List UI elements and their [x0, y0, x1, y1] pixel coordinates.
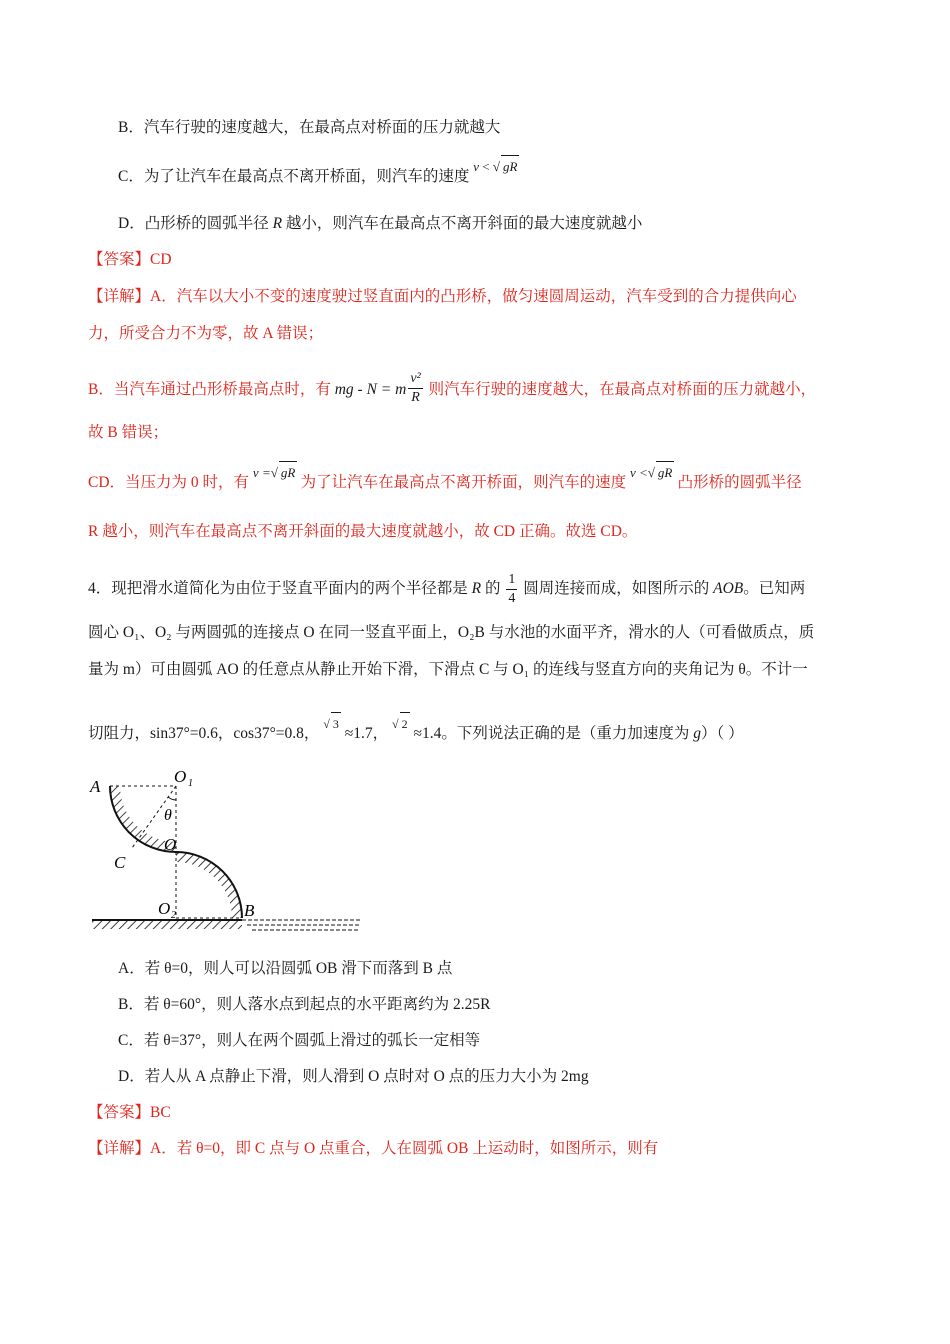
q4-line4-approx1: ≈1.7，	[344, 725, 389, 742]
detail-q3-line5-mid: 为了让汽车在最高点不离开桥面，则汽车的速度	[300, 474, 627, 491]
sqrt-radicand: 2	[400, 712, 410, 735]
math-lt: <	[482, 159, 490, 174]
detail-q3-line3-suffix: 则汽车行驶的速度越大，在最高点对桥面的压力就越小，	[428, 381, 817, 399]
option-d-r: R	[272, 215, 283, 232]
option-c-q4	[118, 1030, 480, 1052]
ground-hatch	[92, 921, 242, 929]
sqrt-sign: √	[492, 159, 500, 174]
formula-lhs: mg - N = m	[334, 381, 407, 399]
option-b-q4	[118, 994, 490, 1016]
q4-line4-prefix: 切阻力，sin37°=0.6，cos37°=0.8，	[88, 725, 320, 742]
q4-line1	[88, 571, 805, 608]
fraction-numerator: 1	[506, 571, 517, 590]
detail-q3-line3-prefix: B．当汽车通过凸形桥最高点时，有	[88, 381, 331, 399]
fraction-numerator: v²	[408, 370, 422, 389]
detail-q3-line2	[88, 323, 323, 345]
label-o1-sub: 1	[188, 778, 193, 789]
q4-line4-approx2: ≈1.4。下列说法正确的是（重力加速度为	[413, 725, 690, 742]
formula-v-lt: v <	[629, 465, 648, 480]
detail-q3-line5-suffix: 凸形桥的圆弧半径	[677, 474, 802, 491]
answer-q3	[88, 249, 172, 271]
sqrt-sign: √	[392, 717, 399, 731]
sqrt-sign: √	[270, 465, 278, 480]
detail-q3-line1	[88, 286, 797, 308]
detail-q4-line1-text: 【详解】A．若 θ=0，即 C 点与 O 点重合，人在圆弧 OB 上运动时，如图所示，则有	[88, 1140, 659, 1157]
option-c-text: C．若 θ=37°，则人在两个圆弧上滑过的弧长一定相等	[118, 1032, 481, 1049]
arc-ob-hatch	[176, 852, 242, 918]
q4-line1-prefix: 4．现把滑水道简化为由位于竖直平面内的两个半径都是	[88, 580, 468, 598]
label-theta: θ	[164, 807, 172, 824]
label-b: B	[244, 901, 255, 920]
q4-line1-of: 的	[484, 580, 501, 598]
q4-line2	[88, 622, 814, 644]
q4-line3-text: 量为 m）可由圆弧 AO 的任意点从静止开始下滑，下滑点 C 与 O₁ 的连线与竖直方向的夹角记为 θ。不计一	[88, 661, 808, 678]
option-a-text: A．若 θ=0，则人可以沿圆弧 OB 滑下而落到 B 点	[118, 960, 453, 977]
q4-line2-text: 圆心 O₁、O₂ 与两圆弧的连接点 O 在同一竖直平面上，O₂B 与水池的水面平齐，滑水的人（可看做质点，质	[88, 624, 815, 641]
option-c-math	[473, 159, 519, 174]
option-b-text: B．汽车行驶的速度越大，在最高点对桥面的压力就越大	[118, 119, 501, 136]
option-b-q3	[118, 117, 500, 139]
sqrt-sign: √	[647, 465, 655, 480]
sqrt-radicand: gR	[501, 155, 519, 178]
formula-v-equals-sqrt	[253, 465, 301, 480]
q4-line4-end: ）（ ）	[700, 725, 744, 742]
answer-q4-label: 【答案】BC	[88, 1104, 171, 1121]
sqrt-radicand: gR	[279, 461, 297, 484]
fraction-denominator: R	[411, 390, 420, 405]
option-a-q4	[118, 958, 452, 980]
detail-q3-line3-formula	[334, 371, 429, 405]
label-o1: O	[174, 767, 187, 786]
sqrt-radicand: gR	[656, 461, 674, 484]
detail-q3-line4-text: 故 B 错误；	[88, 424, 169, 441]
q4-line4	[88, 717, 744, 745]
detail-q3-line6-text: R 越小，则汽车在最高点不离开斜面的最大速度就越小，故 CD 正确。故选 CD。	[88, 523, 638, 540]
q4-line4-g: g	[693, 725, 701, 742]
option-d-q3	[118, 213, 642, 235]
option-d-text: D．若人从 A 点静止下滑，则人滑到 O 点时对 O 点的压力大小为 2mg	[118, 1068, 589, 1085]
quarter-fraction	[506, 571, 517, 608]
label-a: A	[90, 777, 101, 796]
q4-line1-end: 。已知两	[743, 580, 806, 598]
answer-q3-label: 【答案】CD	[88, 251, 172, 268]
sqrt2	[392, 717, 410, 731]
fraction-denominator: 4	[508, 591, 516, 606]
answer-q4	[88, 1102, 171, 1124]
label-o2-sub: 2	[171, 910, 176, 921]
theta-arc	[168, 797, 176, 800]
option-d-q4	[118, 1066, 589, 1088]
formula-v-eq: v =	[252, 465, 271, 480]
sqrt-sign: √	[323, 717, 330, 731]
q4-line1-aob: AOB	[713, 580, 744, 598]
detail-q3-line5	[88, 465, 802, 494]
label-c: C	[114, 853, 126, 872]
option-c-q3	[118, 159, 519, 188]
label-o2: O	[158, 899, 171, 918]
sqrt-radicand: 3	[331, 712, 341, 735]
detail-q3-line6	[88, 521, 637, 543]
option-d-prefix: D．凸形桥的圆弧半径	[118, 215, 269, 232]
detail-q3-line2-text: 力，所受合力不为零，故 A 错误；	[88, 325, 324, 342]
detail-q3-line3	[88, 372, 816, 409]
detail-q3-line1-text: 【详解】A．汽车以大小不变的速度驶过竖直面内的凸形桥，做匀速圆周运动，汽车受到的合力提供向心	[88, 288, 797, 305]
sqrt3	[323, 717, 341, 731]
label-o: O	[164, 835, 177, 854]
q4-line1-r: R	[471, 580, 482, 598]
option-b-text: B．若 θ=60°，则人落水点到起点的水平距离约为 2.25R	[118, 996, 491, 1013]
math-v: v	[473, 159, 479, 174]
option-c-text: C．为了让汽车在最高点不离开桥面，则汽车的速度	[118, 168, 470, 185]
q4-line3	[88, 659, 808, 681]
detail-q4-line1	[88, 1138, 658, 1160]
formula-fraction	[408, 370, 422, 407]
water-slide-figure	[82, 762, 372, 942]
formula-v-less-sqrt	[630, 465, 678, 480]
option-d-suffix: 越小，则汽车在最高点不离开斜面的最大速度就越小	[285, 215, 643, 232]
detail-q3-line5-prefix: CD．当压力为 0 时，有	[88, 474, 250, 491]
q4-line1-suffix: 圆周连接而成，如图所示的	[523, 580, 710, 598]
detail-q3-line4	[88, 422, 168, 444]
